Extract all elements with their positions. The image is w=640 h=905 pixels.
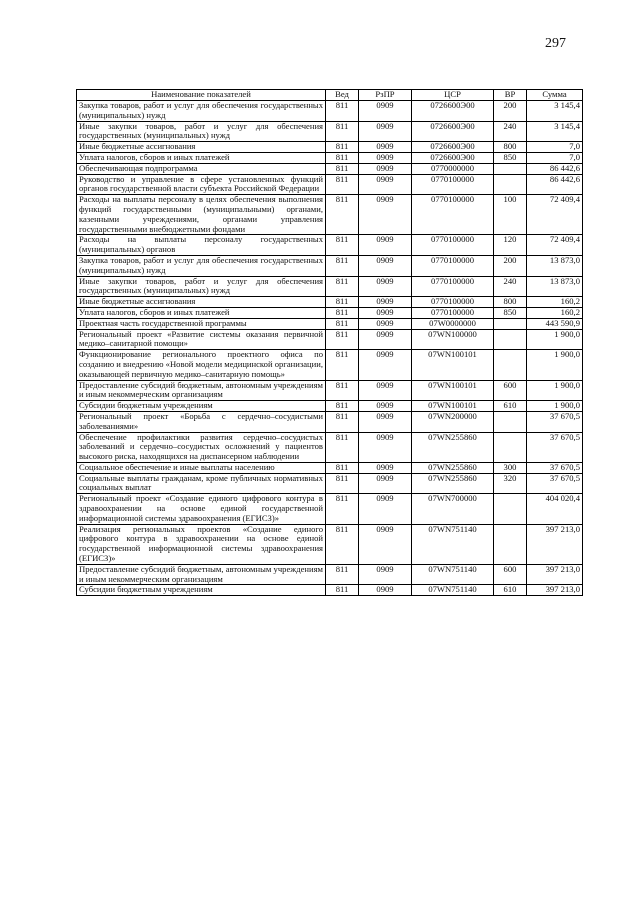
cell-ved: 811 [326,307,359,318]
cell-sum: 1 900,0 [527,380,583,401]
cell-csr: 07WN100000 [412,329,494,350]
cell-vr: 320 [494,473,527,494]
cell-sum: 160,2 [527,297,583,308]
cell-csr: 0726600Э00 [412,101,494,122]
budget-table [76,89,583,596]
cell-vr: 610 [494,585,527,596]
table-row [77,276,583,297]
cell-vr: 100 [494,195,527,235]
cell-rzpr: 0909 [359,473,412,494]
cell-name: Социальные выплаты гражданам, кроме публичных нормативных социальных выплат [77,473,326,494]
table-row [77,307,583,318]
cell-name: Предоставление субсидий бюджетным, автономным учреждениям и иным некоммерческим организациям [77,380,326,401]
cell-vr: 850 [494,152,527,163]
cell-name: Закупка товаров, работ и услуг для обеспечения государственных (муниципальных) нужд [77,255,326,276]
cell-csr: 07WN200000 [412,411,494,432]
table-row [77,564,583,585]
cell-vr [494,411,527,432]
cell-rzpr: 0909 [359,101,412,122]
cell-rzpr: 0909 [359,350,412,380]
cell-csr: 0726600Э00 [412,152,494,163]
cell-csr: 07WN255860 [412,432,494,462]
cell-rzpr: 0909 [359,195,412,235]
header-row [77,90,583,101]
cell-csr: 07WN700000 [412,494,494,524]
table-row [77,174,583,195]
table-row [77,121,583,142]
cell-name: Иные бюджетные ассигнования [77,297,326,308]
table-body [77,101,583,596]
cell-ved: 811 [326,163,359,174]
cell-sum: 1 900,0 [527,350,583,380]
cell-name: Уплата налогов, сборов и иных платежей [77,152,326,163]
cell-ved: 811 [326,380,359,401]
cell-sum: 404 020,4 [527,494,583,524]
cell-vr [494,318,527,329]
cell-rzpr: 0909 [359,494,412,524]
cell-vr [494,494,527,524]
cell-name: Субсидии бюджетным учреждениям [77,401,326,412]
cell-rzpr: 0909 [359,411,412,432]
cell-rzpr: 0909 [359,142,412,153]
cell-rzpr: 0909 [359,524,412,564]
cell-vr [494,350,527,380]
cell-name: Обеспечение профилактики развития сердечно–сосудистых заболеваний и сердечно–сосудистых осложнений у пациентов высокого риска, находящихся на диспансерном наблюдении [77,432,326,462]
cell-sum: 72 409,4 [527,235,583,256]
cell-name: Иные закупки товаров, работ и услуг для обеспечения государственных (муниципальных) нужд [77,121,326,142]
cell-csr: 0770000000 [412,163,494,174]
header-vr: ВР [494,90,527,101]
cell-csr: 07WN751140 [412,524,494,564]
cell-vr [494,432,527,462]
cell-name: Субсидии бюджетным учреждениям [77,585,326,596]
cell-ved: 811 [326,276,359,297]
table-row [77,318,583,329]
cell-ved: 811 [326,462,359,473]
cell-csr: 0770100000 [412,195,494,235]
cell-ved: 811 [326,195,359,235]
cell-csr: 0770100000 [412,276,494,297]
cell-csr: 0770100000 [412,297,494,308]
cell-name: Иные закупки товаров, работ и услуг для обеспечения государственных (муниципальных) нужд [77,276,326,297]
header-rzpr: РзПР [359,90,412,101]
cell-name: Иные бюджетные ассигнования [77,142,326,153]
cell-vr: 600 [494,564,527,585]
cell-csr: 07WN751140 [412,564,494,585]
cell-name: Реализация региональных проектов «Создание единого цифрового контура в здравоохранении на основе единой государственной информационной системы здравоохранения (ЕГИСЗ)» [77,524,326,564]
cell-rzpr: 0909 [359,564,412,585]
cell-sum: 1 900,0 [527,401,583,412]
cell-vr: 800 [494,142,527,153]
cell-ved: 811 [326,494,359,524]
cell-sum: 37 670,5 [527,432,583,462]
table-row [77,142,583,153]
cell-csr: 0770100000 [412,255,494,276]
cell-sum: 86 442,6 [527,174,583,195]
cell-vr: 200 [494,255,527,276]
cell-vr: 600 [494,380,527,401]
cell-name: Предоставление субсидий бюджетным, автономным учреждениям и иным некоммерческим организациям [77,564,326,585]
cell-vr [494,174,527,195]
table-header [77,90,583,101]
cell-vr: 300 [494,462,527,473]
cell-rzpr: 0909 [359,121,412,142]
cell-sum: 37 670,5 [527,411,583,432]
cell-name: Функционирование регионального проектного офиса по созданию и внедрению «Новой модели медицинской организации, оказывающей первичную медико–санитарную помощь» [77,350,326,380]
table-row [77,350,583,380]
cell-name: Расходы на выплаты персоналу в целях обеспечения выполнения функций государственными (муниципальными) органами, казенными учреждениями, органами управления государственными внебюджетными фондами [77,195,326,235]
cell-rzpr: 0909 [359,235,412,256]
cell-csr: 07WN100101 [412,401,494,412]
cell-name: Региональный проект «Развитие системы оказания первичной медико–санитарной помощи» [77,329,326,350]
header-name: Наименование показателей [77,90,326,101]
cell-sum: 443 590,9 [527,318,583,329]
cell-name: Уплата налогов, сборов и иных платежей [77,307,326,318]
cell-csr: 07W0000000 [412,318,494,329]
cell-name: Региональный проект «Создание единого цифрового контура в здравоохранении на основе единой государственной информационной системы здравоохранения (ЕГИСЗ)» [77,494,326,524]
table-row [77,473,583,494]
cell-ved: 811 [326,142,359,153]
cell-sum: 160,2 [527,307,583,318]
cell-vr: 240 [494,121,527,142]
cell-vr [494,524,527,564]
cell-rzpr: 0909 [359,307,412,318]
cell-csr: 0770100000 [412,235,494,256]
cell-vr: 200 [494,101,527,122]
cell-sum: 3 145,4 [527,101,583,122]
cell-rzpr: 0909 [359,432,412,462]
table-row [77,380,583,401]
table-row [77,585,583,596]
table-row [77,195,583,235]
cell-rzpr: 0909 [359,585,412,596]
table-row [77,494,583,524]
table-row [77,163,583,174]
cell-rzpr: 0909 [359,401,412,412]
cell-csr: 07WN100101 [412,350,494,380]
cell-csr: 07WN100101 [412,380,494,401]
cell-csr: 07WN255860 [412,462,494,473]
table-row [77,152,583,163]
table-row [77,235,583,256]
cell-sum: 397 213,0 [527,524,583,564]
cell-vr [494,163,527,174]
cell-rzpr: 0909 [359,152,412,163]
table-row [77,462,583,473]
cell-csr: 07WN751140 [412,585,494,596]
cell-ved: 811 [326,473,359,494]
header-csr: ЦСР [412,90,494,101]
table-row [77,255,583,276]
cell-rzpr: 0909 [359,329,412,350]
cell-ved: 811 [326,524,359,564]
table-row [77,524,583,564]
table-row [77,329,583,350]
cell-name: Обеспечивающая подпрограмма [77,163,326,174]
cell-ved: 811 [326,432,359,462]
cell-ved: 811 [326,121,359,142]
cell-name: Социальное обеспечение и иные выплаты населению [77,462,326,473]
cell-rzpr: 0909 [359,276,412,297]
cell-sum: 37 670,5 [527,473,583,494]
cell-ved: 811 [326,564,359,585]
cell-name: Расходы на выплаты персоналу государственных (муниципальных) органов [77,235,326,256]
cell-vr [494,329,527,350]
cell-sum: 86 442,6 [527,163,583,174]
cell-vr: 240 [494,276,527,297]
cell-csr: 0770100000 [412,174,494,195]
cell-csr: 0726600Э00 [412,121,494,142]
cell-vr: 120 [494,235,527,256]
header-ved: Вед [326,90,359,101]
cell-vr: 800 [494,297,527,308]
cell-ved: 811 [326,318,359,329]
cell-ved: 811 [326,411,359,432]
cell-ved: 811 [326,350,359,380]
cell-ved: 811 [326,174,359,195]
page-number: 297 [545,36,566,51]
table-row [77,401,583,412]
cell-sum: 13 873,0 [527,255,583,276]
cell-rzpr: 0909 [359,462,412,473]
table-row [77,101,583,122]
cell-rzpr: 0909 [359,255,412,276]
cell-sum: 397 213,0 [527,564,583,585]
cell-sum: 7,0 [527,142,583,153]
cell-sum: 37 670,5 [527,462,583,473]
cell-name: Закупка товаров, работ и услуг для обеспечения государственных (муниципальных) нужд [77,101,326,122]
cell-ved: 811 [326,101,359,122]
cell-sum: 13 873,0 [527,276,583,297]
table-row [77,411,583,432]
cell-csr: 07WN255860 [412,473,494,494]
table-row [77,432,583,462]
cell-csr: 0726600Э00 [412,142,494,153]
cell-rzpr: 0909 [359,318,412,329]
cell-ved: 811 [326,297,359,308]
table-row [77,297,583,308]
cell-sum: 3 145,4 [527,121,583,142]
cell-rzpr: 0909 [359,174,412,195]
cell-name: Региональный проект «Борьба с сердечно–сосудистыми заболеваниями» [77,411,326,432]
cell-sum: 72 409,4 [527,195,583,235]
cell-ved: 811 [326,255,359,276]
cell-rzpr: 0909 [359,380,412,401]
cell-ved: 811 [326,401,359,412]
cell-vr: 850 [494,307,527,318]
cell-ved: 811 [326,152,359,163]
cell-sum: 7,0 [527,152,583,163]
cell-csr: 0770100000 [412,307,494,318]
cell-name: Руководство и управление в сфере установленных функций органов государственной власти субъекта Российской Федерации [77,174,326,195]
cell-ved: 811 [326,329,359,350]
cell-rzpr: 0909 [359,163,412,174]
cell-ved: 811 [326,585,359,596]
cell-rzpr: 0909 [359,297,412,308]
cell-sum: 397 213,0 [527,585,583,596]
cell-vr: 610 [494,401,527,412]
cell-ved: 811 [326,235,359,256]
cell-sum: 1 900,0 [527,329,583,350]
cell-name: Проектная часть государственной программы [77,318,326,329]
header-sum: Сумма [527,90,583,101]
